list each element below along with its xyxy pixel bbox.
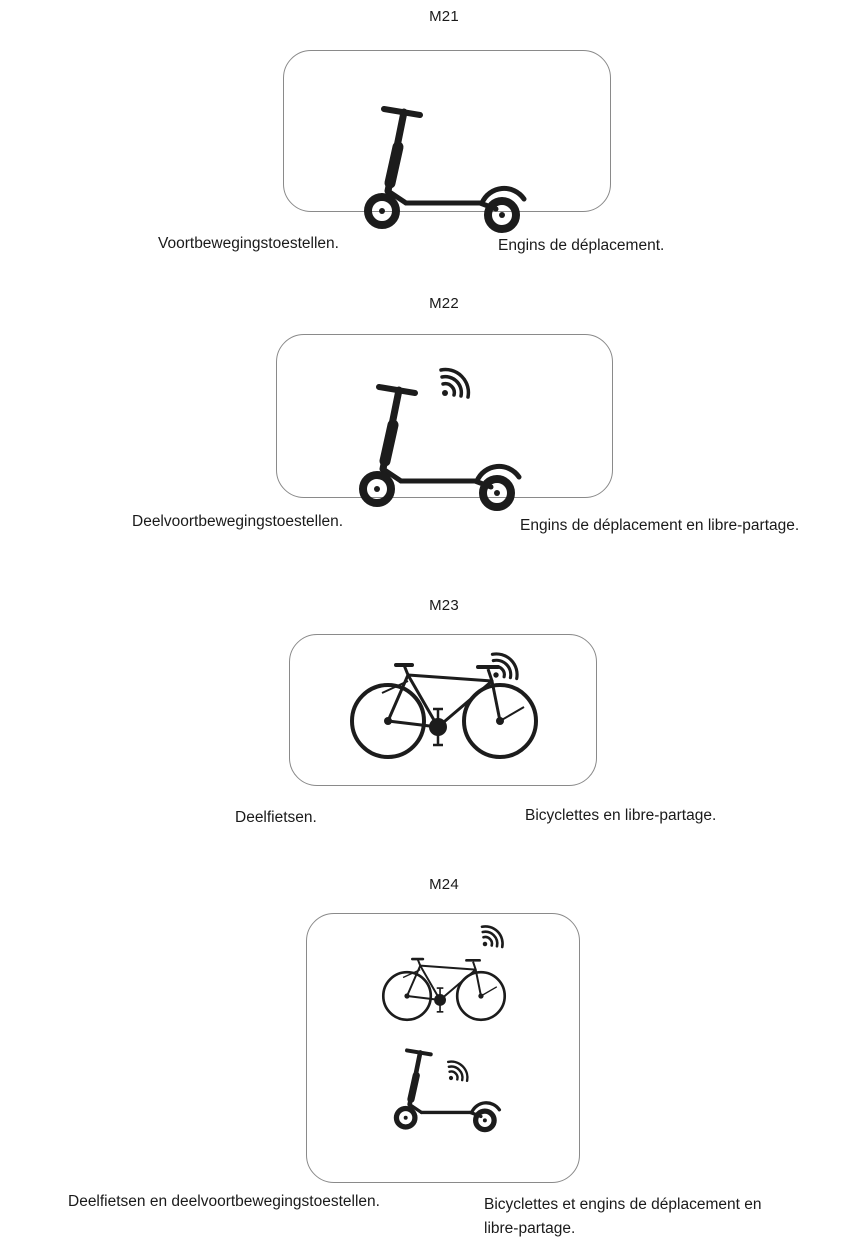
sign-code: M21 [429,8,459,25]
caption-dutch: Deelfietsen en deelvoortbewegingstoestellen. [68,1193,380,1210]
caption-french: Bicyclettes en libre-partage. [525,807,717,824]
caption-dutch: Voortbewegingstoestellen. [158,235,339,252]
caption-dutch: Deelvoortbewegingstoestellen. [132,513,344,530]
caption-dutch: Deelfietsen. [235,809,317,826]
caption-french-line-2: libre-partage. [484,1220,576,1237]
sign-panel-m22 [276,334,613,498]
shared-bicycle-and-scooter-icon [307,914,581,1184]
sign-code: M24 [429,876,459,893]
sign-panel-m21 [283,50,611,212]
sign-code: M23 [429,597,459,614]
scooter-icon [284,51,612,213]
sign-panel-m23 [289,634,597,786]
sign-panel-m24 [306,913,580,1183]
caption-french: Engins de déplacement. [498,237,665,254]
caption-french: Engins de déplacement en libre-partage. [520,517,800,534]
shared-scooter-icon [277,335,614,499]
caption-french-line-1: Bicyclettes et engins de déplacement en [484,1196,762,1213]
shared-bicycle-icon [290,635,598,787]
sign-code: M22 [429,295,459,312]
